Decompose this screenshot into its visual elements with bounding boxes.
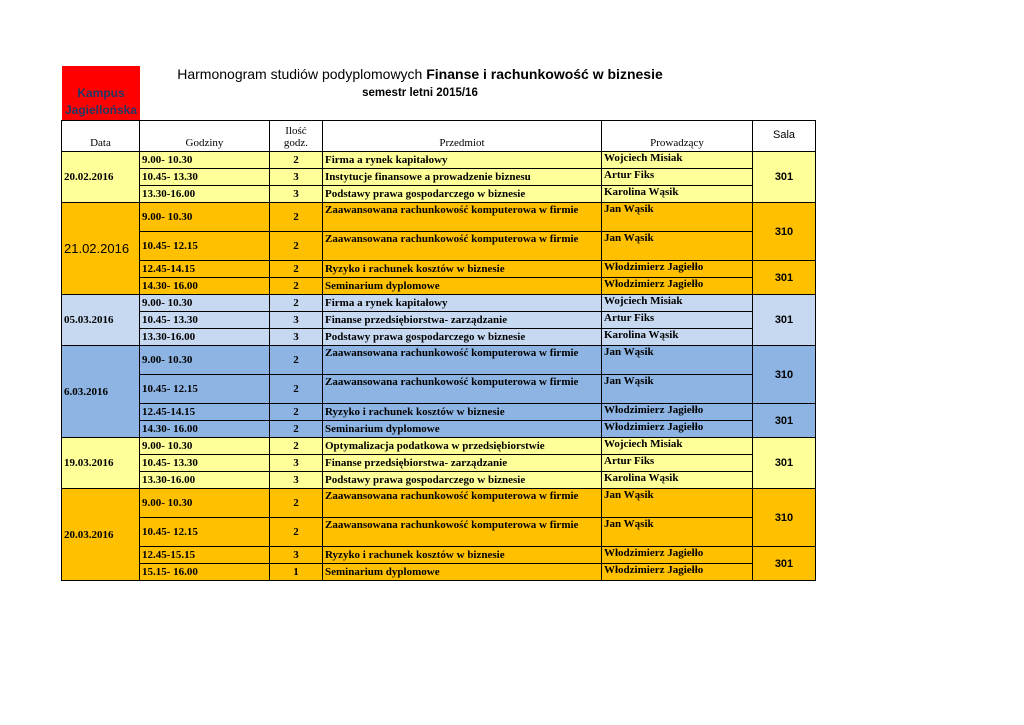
row-teacher: Wojciech Misiak: [602, 295, 753, 312]
row-subject: Ryzyko i rachunek kosztów w biznesie: [323, 547, 602, 564]
row-hours: 12.45-14.15: [140, 404, 270, 421]
day-room: 310: [753, 203, 816, 261]
campus-line1: Kampus: [77, 86, 125, 100]
row-subject: Ryzyko i rachunek kosztów w biznesie: [323, 404, 602, 421]
row-count: 2: [270, 203, 323, 232]
row-count: 2: [270, 375, 323, 404]
row-count: 2: [270, 346, 323, 375]
table-row: [62, 232, 816, 261]
row-subject: Zaawansowana rachunkowość komputerowa w firmie: [323, 346, 602, 375]
row-count: 2: [270, 438, 323, 455]
row-count: 3: [270, 312, 323, 329]
row-subject: Zaawansowana rachunkowość komputerowa w firmie: [323, 232, 602, 261]
row-teacher: Artur Fiks: [602, 312, 753, 329]
row-teacher: Włodzimierz Jagiełło: [602, 404, 753, 421]
day-date: 05.03.2016: [62, 295, 140, 346]
row-count: 2: [270, 261, 323, 278]
row-count: 2: [270, 518, 323, 547]
row-teacher: Jan Wąsik: [602, 489, 753, 518]
row-subject: Seminarium dyplomowe: [323, 564, 602, 581]
row-teacher: Jan Wąsik: [602, 346, 753, 375]
row-teacher: Wojciech Misiak: [602, 152, 753, 169]
row-hours: 10.45- 13.30: [140, 169, 270, 186]
row-subject: Podstawy prawa gospodarczego w biznesie: [323, 186, 602, 203]
page-title: [150, 66, 690, 82]
row-hours: 9.00- 10.30: [140, 489, 270, 518]
row-subject: Seminarium dyplomowe: [323, 278, 602, 295]
table-row: [62, 169, 816, 186]
row-subject: Instytucje finansowe a prowadzenie biznesu: [323, 169, 602, 186]
row-hours: 10.45- 13.30: [140, 312, 270, 329]
row-hours: 9.00- 10.30: [140, 203, 270, 232]
table-row: [62, 455, 816, 472]
row-subject: Firma a rynek kapitałowy: [323, 295, 602, 312]
header-room: Sala: [753, 121, 816, 152]
row-hours: 10.45- 12.15: [140, 375, 270, 404]
header-date: Data: [62, 121, 140, 152]
row-count: 3: [270, 547, 323, 564]
row-subject: Zaawansowana rachunkowość komputerowa w firmie: [323, 375, 602, 404]
row-hours: 9.00- 10.30: [140, 346, 270, 375]
table-row: [62, 261, 816, 278]
row-subject: Finanse przedsiębiorstwa- zarządzanie: [323, 455, 602, 472]
row-hours: 12.45-14.15: [140, 261, 270, 278]
table-row: [62, 421, 816, 438]
header-row: [62, 121, 816, 152]
table-row: [62, 329, 816, 346]
row-count: 2: [270, 489, 323, 518]
day-room: 301: [753, 261, 816, 295]
row-count: 2: [270, 295, 323, 312]
day-room: 301: [753, 438, 816, 489]
table-row: [62, 278, 816, 295]
table-row: [62, 547, 816, 564]
header-teacher: Prowadzący: [602, 121, 753, 152]
table-row: [62, 312, 816, 329]
row-hours: 10.45- 12.15: [140, 232, 270, 261]
row-hours: 12.45-15.15: [140, 547, 270, 564]
table-row: [62, 346, 816, 375]
row-count: 2: [270, 152, 323, 169]
table-row: [62, 438, 816, 455]
table-row: [62, 295, 816, 312]
row-count: 1: [270, 564, 323, 581]
row-teacher: Włodzimierz Jagiełło: [602, 547, 753, 564]
row-count: 3: [270, 186, 323, 203]
row-teacher: Karolina Wąsik: [602, 472, 753, 489]
row-subject: Zaawansowana rachunkowość komputerowa w firmie: [323, 518, 602, 547]
day-date: 19.03.2016: [62, 438, 140, 489]
row-subject: Zaawansowana rachunkowość komputerowa w firmie: [323, 489, 602, 518]
day-date: 20.02.2016: [62, 152, 140, 203]
table-row: [62, 404, 816, 421]
day-date: 21.02.2016: [62, 203, 140, 295]
title-program: Finanse i rachunkowość w biznesie: [426, 66, 663, 82]
row-teacher: Karolina Wąsik: [602, 186, 753, 203]
table-row: [62, 564, 816, 581]
table-row: [62, 203, 816, 232]
row-subject: Zaawansowana rachunkowość komputerowa w firmie: [323, 203, 602, 232]
row-hours: 9.00- 10.30: [140, 438, 270, 455]
row-subject: Ryzyko i rachunek kosztów w biznesie: [323, 261, 602, 278]
row-hours: 13.30-16.00: [140, 186, 270, 203]
row-hours: 9.00- 10.30: [140, 295, 270, 312]
table-row: [62, 472, 816, 489]
day-room: 301: [753, 295, 816, 346]
row-teacher: Włodzimierz Jagiełło: [602, 421, 753, 438]
row-hours: 13.30-16.00: [140, 472, 270, 489]
campus-badge: [62, 66, 140, 120]
row-teacher: Jan Wąsik: [602, 518, 753, 547]
row-count: 2: [270, 421, 323, 438]
row-count: 2: [270, 232, 323, 261]
row-subject: Podstawy prawa gospodarczego w biznesie: [323, 329, 602, 346]
day-room: 310: [753, 346, 816, 404]
row-teacher: Jan Wąsik: [602, 232, 753, 261]
header-hours: Godziny: [140, 121, 270, 152]
day-room: 301: [753, 152, 816, 203]
header-count: [270, 121, 323, 152]
row-teacher: Artur Fiks: [602, 169, 753, 186]
row-teacher: Wojciech Misiak: [602, 438, 753, 455]
row-count: 2: [270, 278, 323, 295]
row-hours: 14.30- 16.00: [140, 278, 270, 295]
schedule-table: [61, 120, 816, 581]
row-count: 2: [270, 404, 323, 421]
row-teacher: Artur Fiks: [602, 455, 753, 472]
row-count: 3: [270, 169, 323, 186]
row-count: 3: [270, 455, 323, 472]
row-hours: 15.15- 16.00: [140, 564, 270, 581]
header-count-line2: godz.: [283, 137, 309, 149]
table-row: [62, 186, 816, 203]
page-subtitle: semestr letni 2015/16: [362, 87, 478, 99]
row-hours: 10.45- 13.30: [140, 455, 270, 472]
row-teacher: Włodzimierz Jagiełło: [602, 278, 753, 295]
header-subject: Przedmiot: [323, 121, 602, 152]
row-teacher: Jan Wąsik: [602, 203, 753, 232]
table-row: [62, 375, 816, 404]
campus-line2: Jagiellońska: [64, 103, 138, 117]
row-teacher: Włodzimierz Jagiełło: [602, 564, 753, 581]
row-teacher: Karolina Wąsik: [602, 329, 753, 346]
day-date: 6.03.2016: [62, 346, 140, 438]
row-subject: Seminarium dyplomowe: [323, 421, 602, 438]
table-row: [62, 489, 816, 518]
day-room: 301: [753, 404, 816, 438]
day-date: 20.03.2016: [62, 489, 140, 581]
header-count-line1: Ilość: [285, 125, 307, 137]
table-row: [62, 152, 816, 169]
day-room: 310: [753, 489, 816, 547]
row-count: 3: [270, 472, 323, 489]
row-hours: 14.30- 16.00: [140, 421, 270, 438]
row-subject: Optymalizacja podatkowa w przedsiębiorstwie: [323, 438, 602, 455]
row-subject: Firma a rynek kapitałowy: [323, 152, 602, 169]
row-teacher: Włodzimierz Jagiełło: [602, 261, 753, 278]
row-hours: 9.00- 10.30: [140, 152, 270, 169]
row-hours: 13.30-16.00: [140, 329, 270, 346]
table-row: [62, 518, 816, 547]
title-prefix: Harmonogram studiów podyplomowych: [177, 66, 427, 82]
row-hours: 10.45- 12.15: [140, 518, 270, 547]
row-teacher: Jan Wąsik: [602, 375, 753, 404]
row-subject: Finanse przedsiębiorstwa- zarządzanie: [323, 312, 602, 329]
row-subject: Podstawy prawa gospodarczego w biznesie: [323, 472, 602, 489]
day-room: 301: [753, 547, 816, 581]
row-count: 3: [270, 329, 323, 346]
